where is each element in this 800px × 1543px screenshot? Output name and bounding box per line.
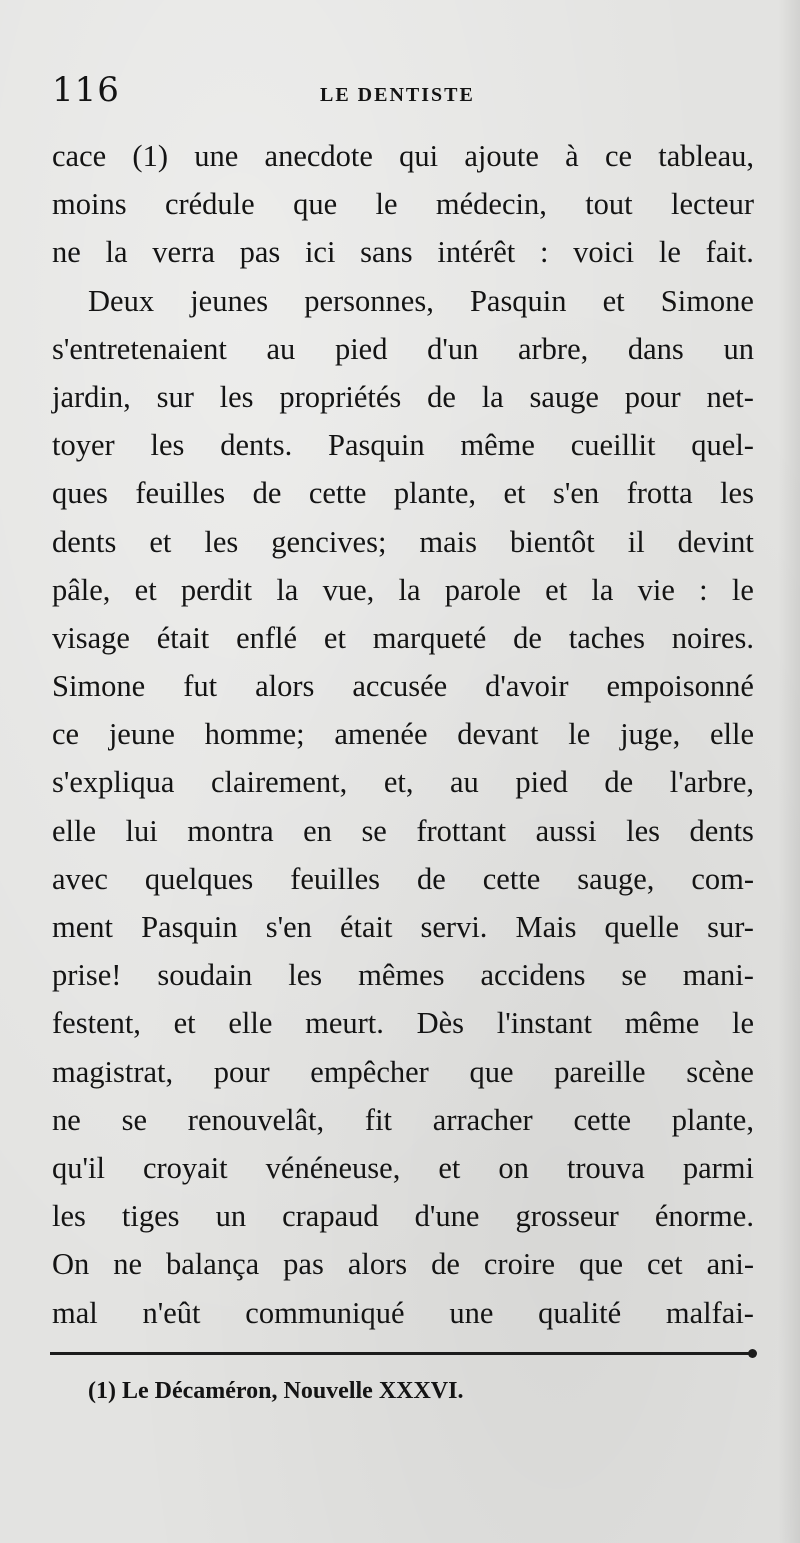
text-line: les tiges un crapaud d'une grosseur énorme.	[52, 1199, 754, 1234]
text-line: Deux jeunes personnes, Pasquin et Simone	[88, 283, 754, 318]
text-line: ne se renouvelât, fit arracher cette plante,	[52, 1102, 754, 1137]
text-line: elle lui montra en se frottant aussi les dents	[52, 813, 754, 848]
footnote-rule	[50, 1352, 756, 1355]
footnote-rule-end	[748, 1349, 757, 1358]
text-line: ment Pasquin s'en était servi. Mais quelle sur-	[52, 910, 754, 944]
text-line: toyer les dents. Pasquin même cueillit quel-	[52, 428, 754, 463]
text-line: visage était enflé et marqueté de taches noires.	[52, 620, 754, 655]
body-text	[52, 132, 754, 1337]
text-line: ne la verra pas ici sans intérêt : voici le fait.	[52, 235, 754, 270]
text-line: dents et les gencives; mais bientôt il devint	[52, 524, 754, 559]
text-line: avec quelques feuilles de cette sauge, com-	[52, 861, 754, 896]
text-line: s'expliqua clairement, et, au pied de l'arbre,	[52, 765, 754, 800]
running-head: LE DENTISTE	[320, 84, 475, 106]
text-line: festent, et elle meurt. Dès l'instant même le	[52, 1006, 754, 1041]
text-line: magistrat, pour empêcher que pareille scène	[52, 1054, 754, 1089]
text-line: cace (1) une anecdote qui ajoute à ce tableau,	[52, 139, 754, 173]
text-line: prise! soudain les mêmes accidens se mani-	[52, 958, 754, 993]
text-line: jardin, sur les propriétés de la sauge pour net-	[52, 379, 754, 414]
text-line: mal n'eût communiqué une qualité malfai-	[52, 1295, 754, 1330]
text-line: On ne balança pas alors de croire que cet ani-	[52, 1247, 754, 1282]
text-line: s'entretenaient au pied d'un arbre, dans un	[52, 331, 754, 366]
page-header	[52, 70, 752, 120]
text-line: ques feuilles de cette plante, et s'en frotta les	[52, 476, 754, 511]
page-number: 116	[52, 70, 120, 110]
page-edge-shadow	[778, 0, 800, 1543]
footnote: (1) Le Décaméron, Nouvelle XXXVI.	[88, 1378, 464, 1404]
text-line: qu'il croyait vénéneuse, et on trouva parmi	[52, 1150, 754, 1185]
text-line: moins crédule que le médecin, tout lecteur	[52, 187, 754, 222]
text-line: pâle, et perdit la vue, la parole et la vie : le	[52, 572, 754, 607]
text-line: Simone fut alors accusée d'avoir empoisonné	[52, 669, 754, 704]
text-line: ce jeune homme; amenée devant le juge, elle	[52, 717, 754, 752]
